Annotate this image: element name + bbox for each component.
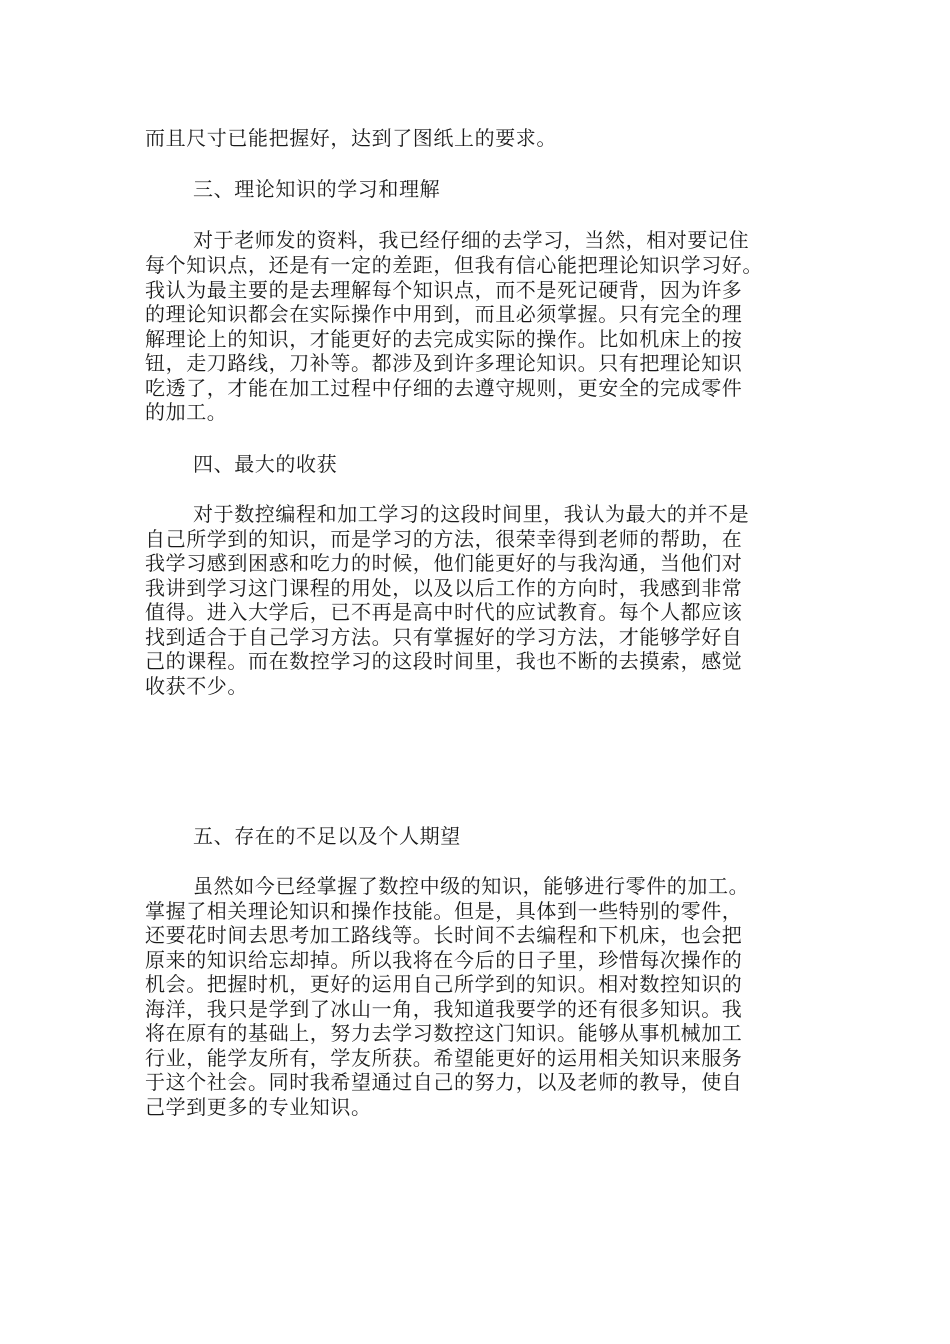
section-4-line-8: 收获不少。 [145, 674, 248, 698]
section-5-line-5: 机会。把握时机，更好的运用自己所学到的知识。相对数控知识的 [145, 972, 743, 996]
section-3-line-4: 的理论知识都会在实际操作中用到，而且必须掌握。只有完全的理 [145, 302, 743, 326]
section-4-line-4: 我讲到学习这门课程的用处，以及以后工作的方向时，我感到非常 [145, 576, 743, 600]
section-5-line-3: 还要花时间去思考加工路线等。长时间不去编程和下机床，也会把 [145, 923, 743, 947]
section-5-line-4: 原来的知识给忘却掉。所以我将在今后的日子里，珍惜每次操作的 [145, 948, 743, 972]
section-4-line-3: 我学习感到困惑和吃力的时候，他们能更好的与我沟通，当他们对 [145, 551, 743, 575]
section-5-line-6: 海洋，我只是学到了冰山一角，我知道我要学的还有很多知识。我 [145, 997, 743, 1021]
section-5-line-1: 虽然如今已经掌握了数控中级的知识，能够进行零件的加工。 [193, 874, 750, 898]
section-5-line-7: 将在原有的基础上，努力去学习数控这门知识。能够从事机械加工 [145, 1021, 743, 1045]
section-5-line-10: 己学到更多的专业知识。 [145, 1095, 372, 1119]
section-5-line-8: 行业，能学友所有，学友所获。希望能更好的运用相关知识来服务 [145, 1046, 743, 1070]
section-4-heading: 四、最大的收获 [193, 452, 338, 476]
section-3-line-3: 我认为最主要的是去理解每个知识点，而不是死记硬背，因为许多 [145, 278, 743, 302]
section-4-line-1: 对于数控编程和加工学习的这段时间里，我认为最大的并不是 [193, 502, 750, 526]
section-3-line-2: 每个知识点，还是有一定的差距，但我有信心能把理论知识学习好。 [145, 253, 763, 277]
intro-tail-line: 而且尺寸已能把握好，达到了图纸上的要求。 [145, 126, 557, 150]
section-3-line-7: 吃透了，才能在加工过程中仔细的去遵守规则，更安全的完成零件 [145, 376, 743, 400]
section-3-line-6: 钮，走刀路线，刀补等。都涉及到许多理论知识。只有把理论知识 [145, 351, 743, 375]
section-5-heading: 五、存在的不足以及个人期望 [193, 824, 461, 848]
section-5-line-2: 掌握了相关理论知识和操作技能。但是，具体到一些特别的零件， [145, 899, 743, 923]
section-3-line-5: 解理论上的知识，才能更好的去完成实际的操作。比如机床上的按 [145, 327, 743, 351]
section-3-line-8: 的加工。 [145, 400, 228, 424]
section-4-line-6: 找到适合于自己学习方法。只有掌握好的学习方法，才能够学好自 [145, 625, 743, 649]
section-4-line-2: 自己所学到的知识，而是学习的方法，很荣幸得到老师的帮助，在 [145, 527, 743, 551]
section-3-heading: 三、理论知识的学习和理解 [193, 177, 441, 201]
section-4-line-7: 己的课程。而在数控学习的这段时间里，我也不断的去摸索，感觉 [145, 649, 743, 673]
section-4-line-5: 值得。进入大学后，已不再是高中时代的应试教育。每个人都应该 [145, 600, 743, 624]
section-3-line-1: 对于老师发的资料，我已经仔细的去学习，当然，相对要记住 [193, 228, 750, 252]
section-5-line-9: 于这个社会。同时我希望通过自己的努力，以及老师的教导，使自 [145, 1070, 743, 1094]
